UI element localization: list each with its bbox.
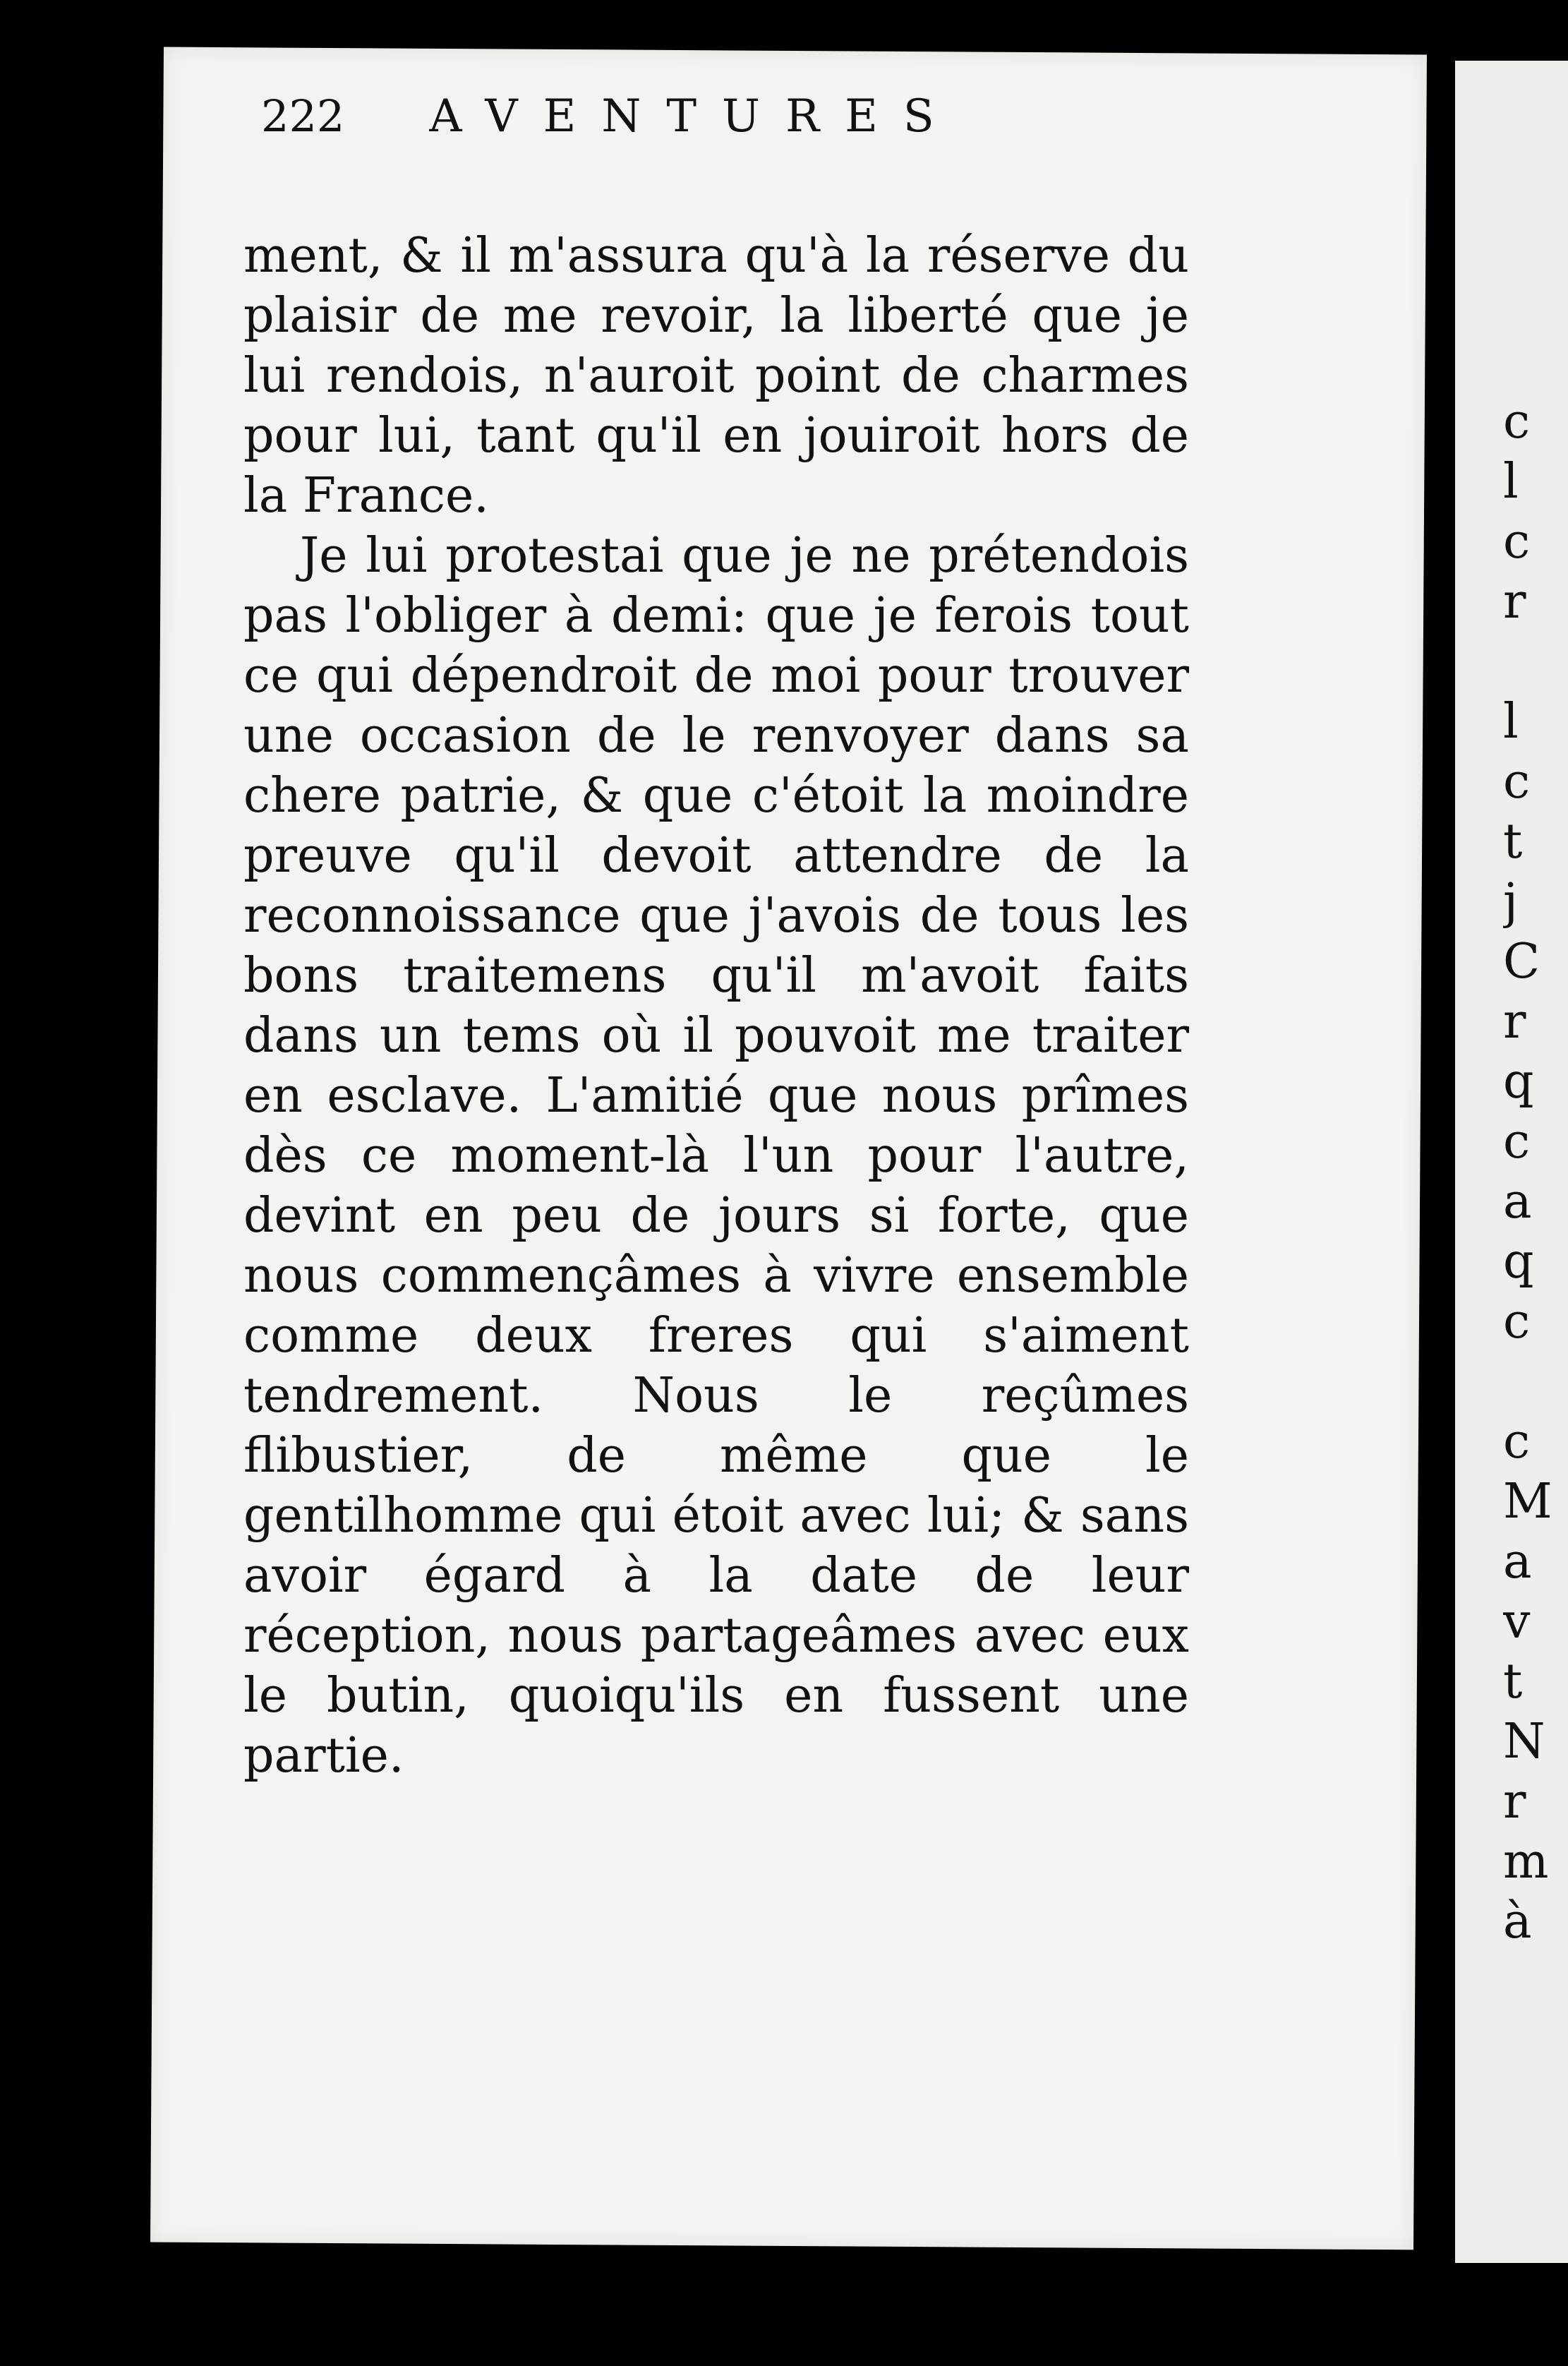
page-header — [261, 90, 1249, 175]
facing-page-text-fragments: c l c r l c t j C r q c a q c c M a v t N r m à — [1503, 394, 1552, 1950]
body-text — [243, 226, 1189, 1786]
running-head: AVENTURES — [429, 90, 960, 143]
paragraph-continuation: ment, & il m'assura qu'à la réserve du plaisir de me revoir, la liberté que je lui rendois, n'auroit point de charmes pour lui, tant qu'il en jouiroit hors de la France. — [243, 228, 1189, 524]
paragraph: Je lui protestai que je ne prétendois pas l'obliger à demi: que je ferois tout ce qui dépendroit de moi pour trouver une occasion de le renvoyer dans sa chere patrie, & que c'étoit la moindre preuve qu'il devoit attendre de la reconnoissance que j'avois de tous les bons traitemens qu'il m'avoit faits dans un tems où il pouvoit me traiter en esclave. L'amitié que nous prîmes dès ce moment-là l'un pour l'autre, devint en peu de jours si forte, que nous commençâmes à vivre ensemble comme deux freres qui s'aiment tendrement. Nous le reçûmes flibustier, de même que le gentilhomme qui étoit avec lui; & sans avoir égard à la date de leur réception, nous partageâmes avec eux le butin, quoiqu'ils en fussent une partie. — [243, 528, 1189, 1784]
page-number: 222 — [261, 90, 345, 142]
